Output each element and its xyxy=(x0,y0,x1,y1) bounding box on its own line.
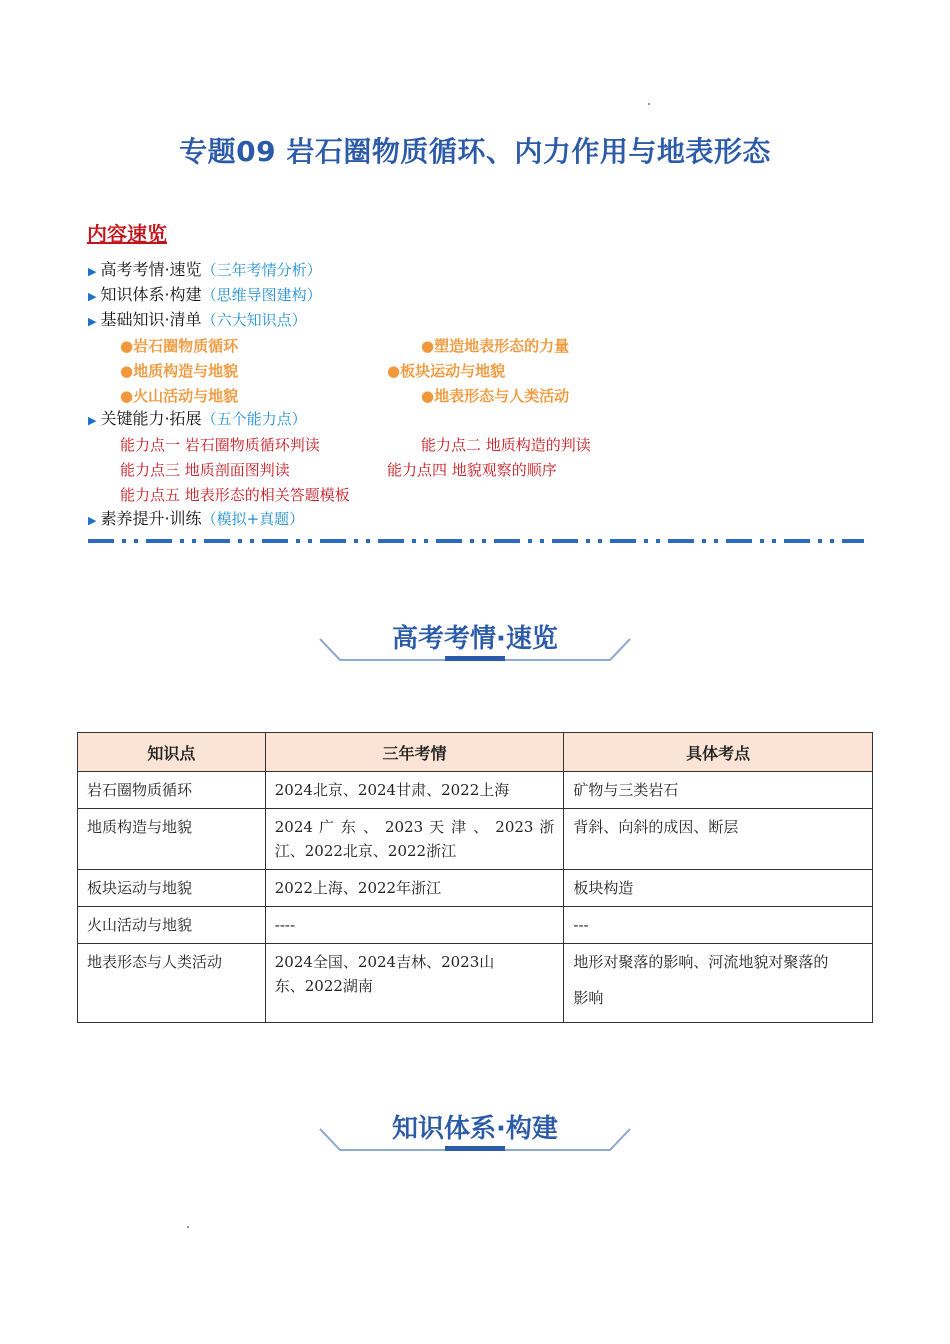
stray-dot xyxy=(648,103,650,105)
table-cell: 板块运动与地貌 xyxy=(78,870,266,907)
ability-point[interactable]: 能力点五 地表形态的相关答题模板 xyxy=(120,486,350,504)
page-title: 专题09 岩石圈物质循环、内力作用与地表形态 xyxy=(179,135,771,168)
ability-point[interactable]: 能力点一 岩石圈物质循环判读 xyxy=(120,436,320,454)
dash-dot-divider xyxy=(88,538,864,544)
table-cell: --- xyxy=(564,907,873,944)
table-cell-line: 2024 广 东 、 2023 天 津 、 2023 浙 xyxy=(274,818,555,836)
toc-item[interactable]: ▶ 关键能力·拓展（五个能力点） xyxy=(88,409,307,428)
exam-analysis-table xyxy=(77,732,873,1023)
table-cell: 板块构造 xyxy=(564,870,873,907)
ability-point[interactable]: 能力点二 地质构造的判读 xyxy=(421,436,591,454)
table-cell-line: 江、2022北京、2022浙江 xyxy=(274,842,457,860)
table-header-cell: 具体考点 xyxy=(564,733,873,772)
table-cell: 2022上海、2022年浙江 xyxy=(265,870,564,907)
table-row xyxy=(78,772,873,809)
toc-item[interactable]: ▶ 高考考情·速览（三年考情分析） xyxy=(88,260,322,279)
toc-item[interactable]: ▶ 基础知识·清单（六大知识点） xyxy=(88,310,307,329)
table-cell xyxy=(265,944,564,1023)
table-cell: 火山活动与地貌 xyxy=(78,907,266,944)
section-title: 高考考情·速览 xyxy=(392,624,558,654)
knowledge-point[interactable]: ●岩石圈物质循环 xyxy=(120,337,239,355)
triangle-bullet-icon: ▶ xyxy=(88,290,97,303)
table-cell-line: 2024全国、2024吉林、2023山 xyxy=(274,953,495,971)
triangle-bullet-icon: ▶ xyxy=(88,265,97,278)
section-title: 知识体系·构建 xyxy=(392,1114,558,1144)
table-cell-line: 地形对聚落的影响、河流地貌对聚落的 xyxy=(573,953,829,971)
table-cell: 地质构造与地貌 xyxy=(78,809,266,870)
toc-item[interactable]: ▶ 素养提升·训练（模拟+真题） xyxy=(88,509,305,528)
table-cell: 2024北京、2024甘肃、2022上海 xyxy=(265,772,564,809)
table-cell-line: 影响 xyxy=(573,989,604,1007)
table-cell: 背斜、向斜的成因、断层 xyxy=(564,809,873,870)
table-row xyxy=(78,870,873,907)
table-header-cell: 三年考情 xyxy=(265,733,564,772)
table-row xyxy=(78,944,873,1023)
knowledge-point[interactable]: ●地表形态与人类活动 xyxy=(421,387,570,405)
knowledge-point[interactable]: ●地质构造与地貌 xyxy=(120,362,239,380)
table-cell: 矿物与三类岩石 xyxy=(564,772,873,809)
ability-point[interactable]: 能力点三 地质剖面图判读 xyxy=(120,461,290,479)
table-cell xyxy=(564,944,873,1023)
ability-point[interactable]: 能力点四 地貌观察的顺序 xyxy=(387,461,557,479)
stray-dot xyxy=(187,1226,189,1228)
triangle-bullet-icon: ▶ xyxy=(88,315,97,328)
table-row xyxy=(78,809,873,870)
triangle-bullet-icon: ▶ xyxy=(88,414,97,427)
table-cell: ---- xyxy=(265,907,564,944)
table-header-row xyxy=(78,733,873,772)
table-row xyxy=(78,907,873,944)
table-header-cell: 知识点 xyxy=(78,733,266,772)
knowledge-point[interactable]: ●火山活动与地貌 xyxy=(120,387,239,405)
table-cell: 岩石圈物质循环 xyxy=(78,772,266,809)
triangle-bullet-icon: ▶ xyxy=(88,514,97,527)
table-cell: 地表形态与人类活动 xyxy=(78,944,266,1023)
table-cell xyxy=(265,809,564,870)
toc-item[interactable]: ▶ 知识体系·构建（思维导图建构） xyxy=(88,285,322,304)
overview-heading: 内容速览 xyxy=(87,222,167,246)
knowledge-point[interactable]: ●塑造地表形态的力量 xyxy=(421,337,570,355)
table-cell-line: 东、2022湖南 xyxy=(274,977,373,995)
knowledge-point[interactable]: ●板块运动与地貌 xyxy=(387,362,506,380)
